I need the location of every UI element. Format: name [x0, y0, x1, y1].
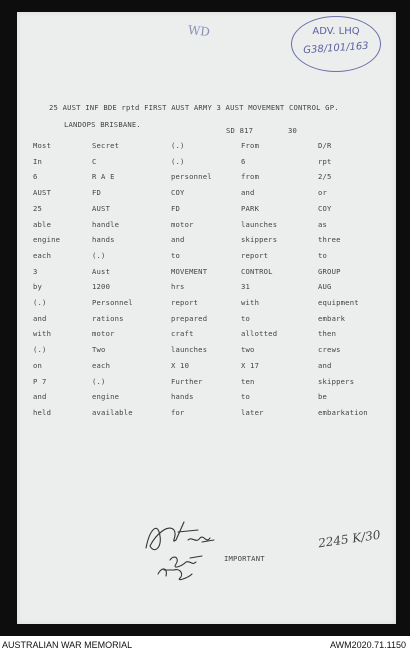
message-word: R A E [92, 172, 115, 182]
message-word: launches [171, 345, 208, 355]
handwritten-reference: 2245 K/30 [317, 527, 382, 551]
message-word: from [241, 172, 260, 182]
message-word: hands [171, 392, 194, 402]
message-word: Further [171, 376, 203, 386]
message-word: equipment [318, 298, 359, 307]
message-word: 6 [241, 156, 246, 166]
message-word: crews [318, 345, 341, 355]
message-word: CONTROL [241, 266, 273, 276]
message-word: Aust [92, 266, 111, 276]
message-word: and [171, 235, 185, 245]
message-word: report [241, 250, 269, 260]
address-line-2: LANDOPS BRISBANE. [64, 120, 141, 129]
message-word: be [318, 392, 328, 402]
message-word: 6 [33, 172, 38, 182]
message-word: GROUP [318, 266, 341, 276]
message-word: (.) [92, 376, 106, 386]
message-ref-number: 30 [288, 126, 298, 135]
message-word: ten [241, 376, 255, 386]
message-word: able [33, 219, 52, 229]
message-word: PARK [241, 203, 260, 213]
message-word: launches [241, 219, 278, 229]
message-word: X 17 [241, 360, 260, 370]
message-word: for [171, 407, 185, 417]
message-word: (.) [92, 250, 106, 260]
message-word: handle [92, 219, 120, 229]
stamp-file-number: G38/101/163 [302, 40, 369, 57]
message-word: engine [92, 392, 120, 402]
message-word: C [92, 156, 97, 166]
message-word: 3 [33, 266, 38, 276]
message-word: to [171, 250, 181, 260]
message-word: 31 [241, 282, 251, 292]
message-word: available [92, 407, 133, 417]
message-word: embark [318, 313, 346, 323]
message-word: to [241, 392, 251, 402]
message-word: 1200 [92, 282, 111, 292]
message-word: Two [92, 345, 106, 355]
message-word: AUST [92, 203, 111, 213]
message-word: then [318, 329, 337, 339]
message-word: P 7 [33, 376, 47, 386]
message-word: hrs [171, 282, 185, 292]
message-word: on [33, 360, 43, 370]
message-word: to [241, 313, 251, 323]
message-word: rpt [318, 156, 332, 166]
message-word: 2/5 [318, 172, 332, 182]
message-word: COY [171, 188, 185, 198]
message-word: later [241, 407, 264, 417]
message-word: From [241, 141, 260, 150]
footer-institution: AUSTRALIAN WAR MEMORIAL [2, 640, 133, 650]
stamp-title: ADV. LHQ [312, 26, 360, 37]
message-word: rations [92, 313, 124, 323]
address-line-1: 25 AUST INF BDE rptd FIRST AUST ARMY 3 AUST MOVEMENT CONTROL GP. [49, 103, 339, 112]
message-word: and [33, 392, 47, 402]
handwritten-signature [140, 514, 240, 586]
message-word: (.) [33, 345, 47, 355]
message-word: (.) [171, 156, 185, 166]
message-word: AUG [318, 282, 332, 292]
message-word: engine [33, 235, 61, 245]
message-word: three [318, 235, 341, 245]
message-word: held [33, 407, 52, 417]
message-word: Most [33, 141, 52, 150]
message-word: embarkation [318, 407, 368, 417]
message-word: hands [92, 235, 115, 245]
message-word: FD [92, 188, 102, 198]
message-ref-code: SD 817 [226, 126, 254, 135]
message-word: (.) [33, 298, 47, 307]
message-word: and [33, 313, 47, 323]
message-word: D/R [318, 141, 332, 150]
message-word: Secret [92, 141, 120, 150]
message-word: 25 [33, 203, 43, 213]
message-word: skippers [318, 376, 355, 386]
message-word: each [33, 250, 52, 260]
message-word: COY [318, 203, 332, 213]
message-word: AUST [33, 188, 52, 198]
message-word: as [318, 219, 328, 229]
message-word: report [171, 298, 199, 307]
message-word: personnel [171, 172, 212, 182]
footer-accession-number: AWM2020.71.1150 [329, 640, 406, 650]
message-word: and [241, 188, 255, 198]
message-word: FD [171, 203, 181, 213]
message-word: two [241, 345, 255, 355]
message-word: each [92, 360, 111, 370]
message-word: MOVEMENT [171, 266, 208, 276]
message-word: prepared [171, 313, 208, 323]
adv-lhq-stamp [291, 16, 381, 72]
message-word: motor [92, 329, 115, 339]
message-word: or [318, 188, 328, 198]
message-word: and [318, 360, 332, 370]
message-word: X 10 [171, 360, 190, 370]
message-word: by [33, 282, 43, 292]
message-word: skippers [241, 235, 278, 245]
message-word: Personnel [92, 298, 133, 307]
wd-handwritten-mark: WD [187, 22, 211, 40]
message-word: with [241, 298, 260, 307]
message-word: craft [171, 329, 194, 339]
message-word: allotted [241, 329, 278, 339]
message-word: (.) [171, 141, 185, 150]
message-word: In [33, 156, 43, 166]
message-word: to [318, 250, 328, 260]
message-word: with [33, 329, 52, 339]
message-word: motor [171, 219, 194, 229]
closing-instruction: IMPORTANT [224, 554, 265, 563]
